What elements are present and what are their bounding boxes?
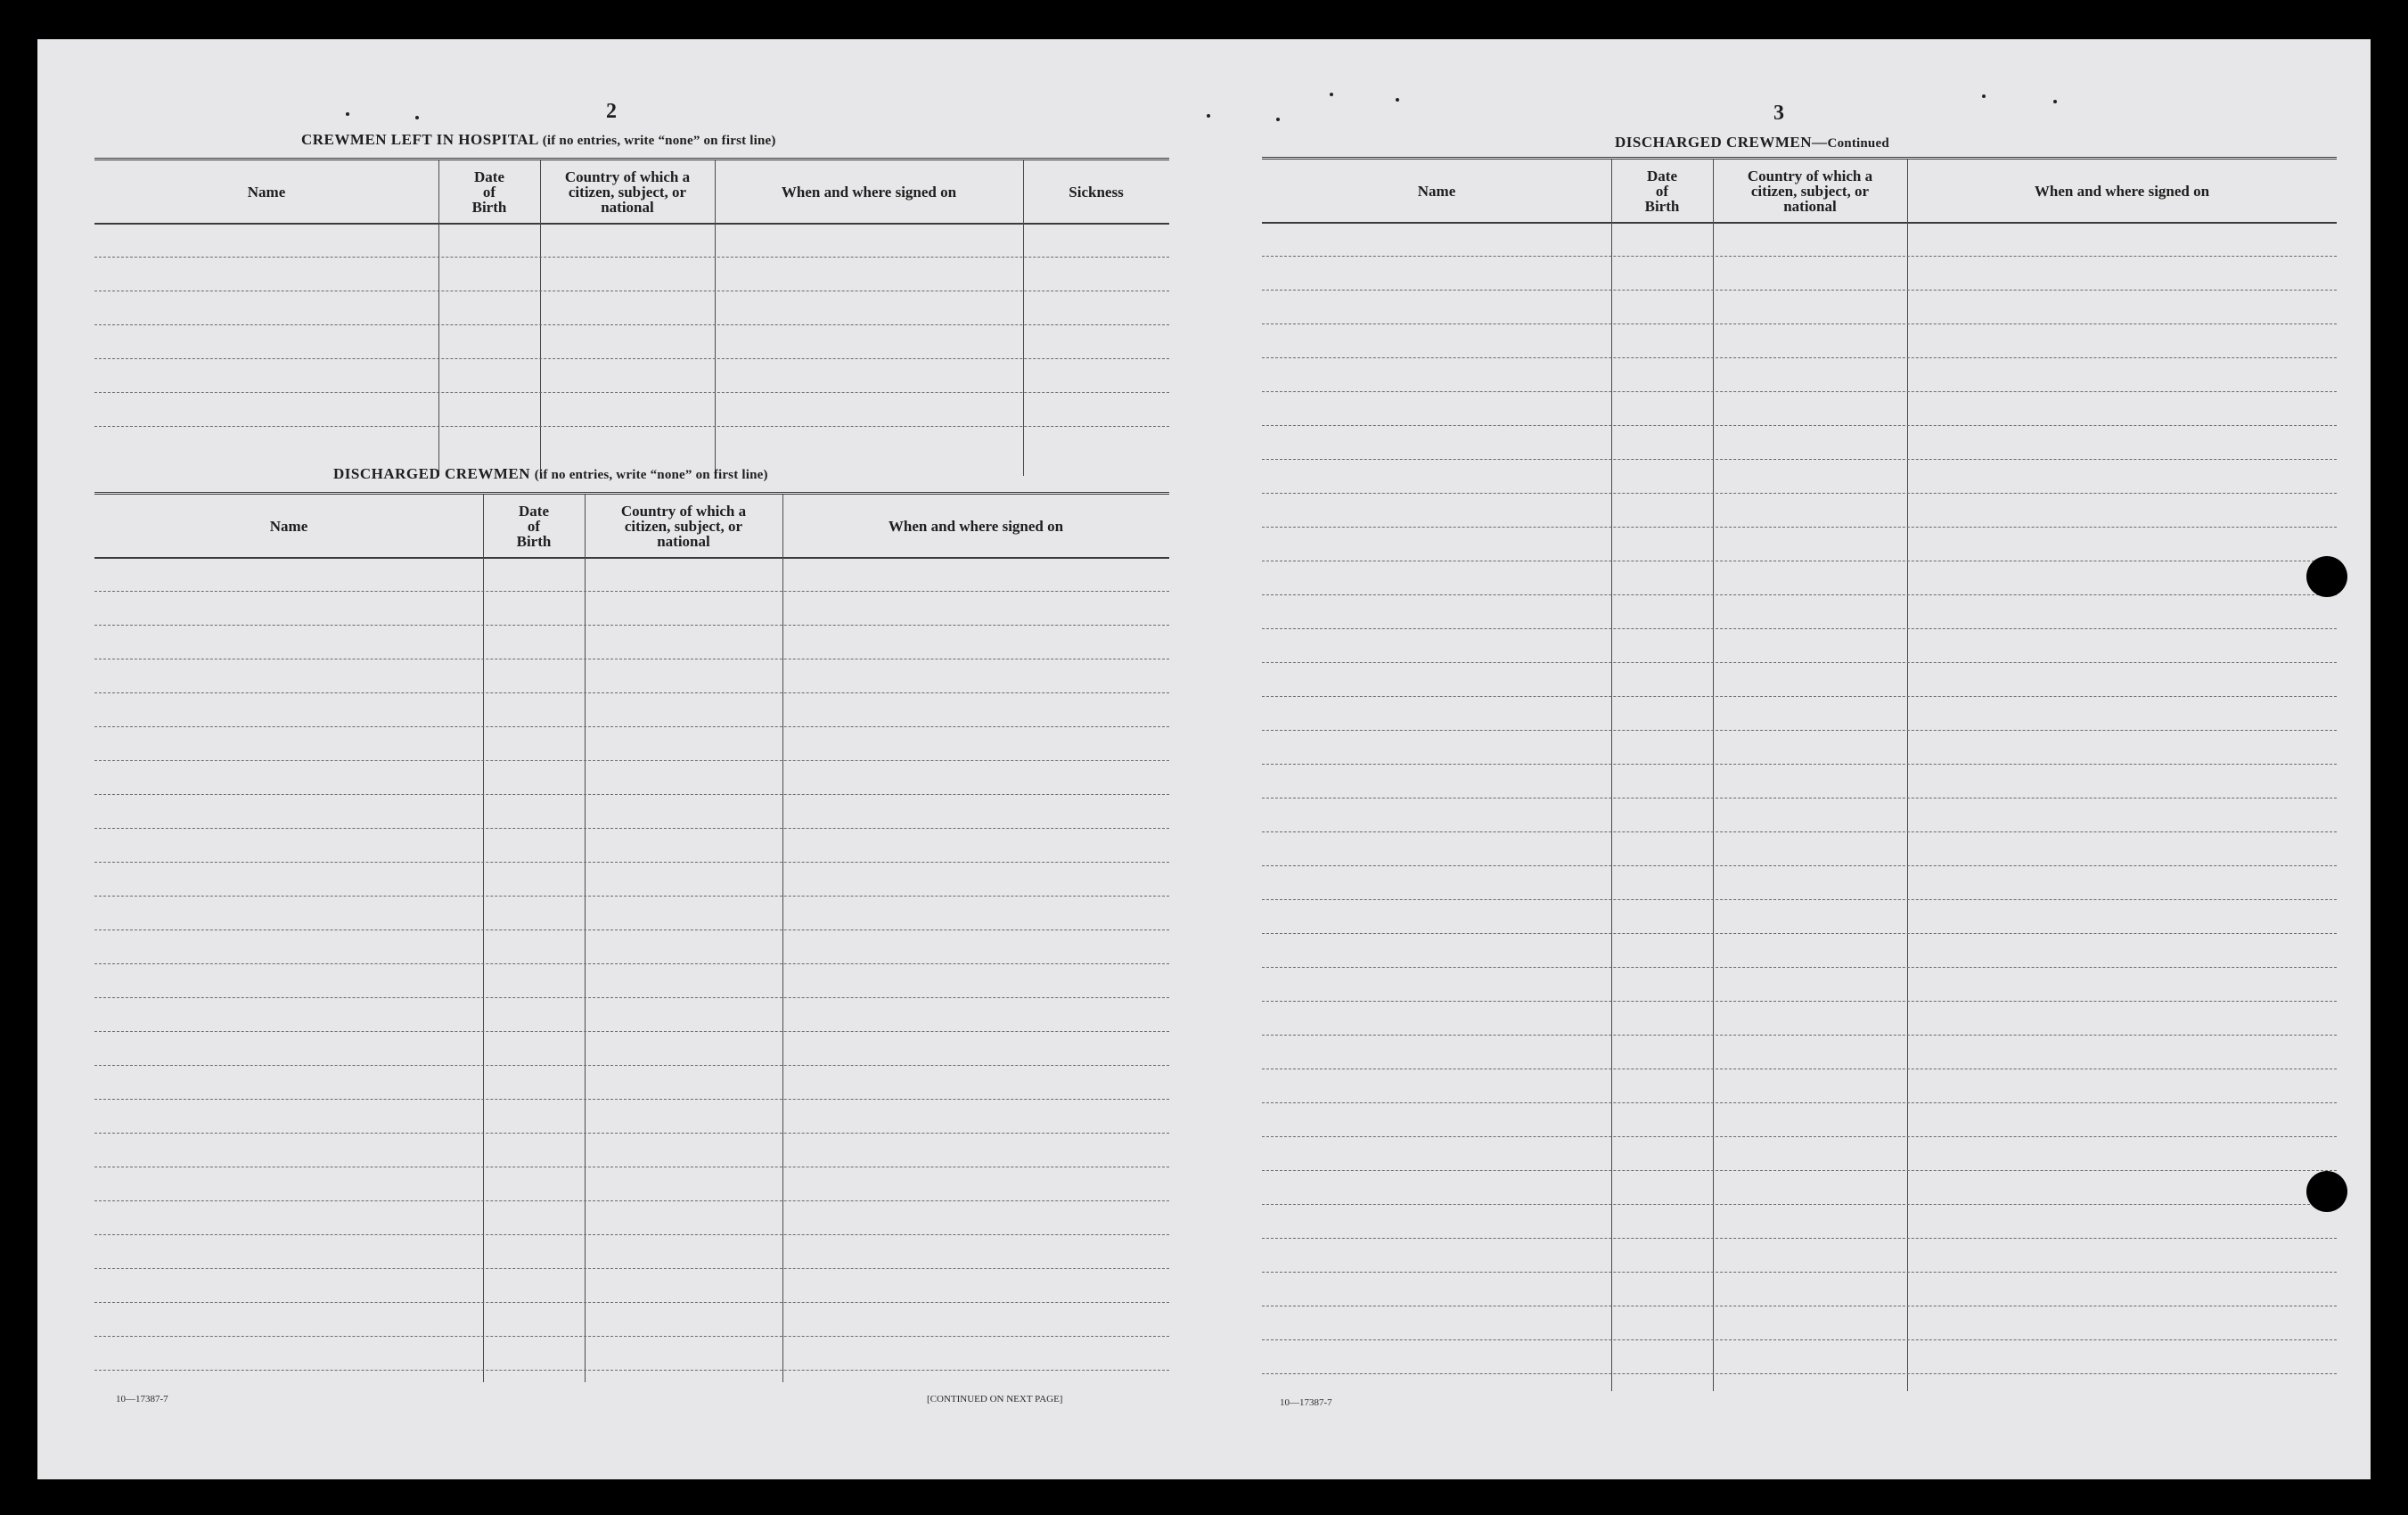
table-row [94, 1099, 1169, 1100]
hospital-section-title [301, 131, 776, 149]
table-row [94, 760, 1169, 761]
table-row [1262, 1238, 2337, 1239]
table-row [94, 1370, 1169, 1371]
table-row [94, 1065, 1169, 1066]
table-row [94, 1031, 1169, 1032]
column-divider [483, 495, 484, 1382]
table-row [94, 324, 1169, 325]
column-divider [585, 495, 586, 1382]
discharged-table [94, 492, 1169, 1382]
column-header [94, 160, 438, 223]
column-header [782, 495, 1169, 557]
column-divider [1611, 160, 1612, 1391]
table-row [94, 929, 1169, 930]
column-divider [782, 495, 783, 1382]
table-row [1262, 696, 2337, 697]
punch-hole-top [2306, 556, 2347, 597]
scan-speck [346, 112, 349, 116]
scan-speck [2053, 100, 2057, 103]
column-divider [438, 160, 439, 476]
table-header-row [1262, 160, 2337, 224]
table-row [94, 1268, 1169, 1269]
table-row [1262, 323, 2337, 324]
column-header [585, 495, 782, 557]
discharged-section-title [333, 465, 768, 483]
table-row [94, 358, 1169, 359]
column-header [483, 495, 585, 557]
column-divider [715, 160, 716, 476]
table-row [1262, 256, 2337, 257]
column-header-label: Country of which a citizen, subject, or national [1747, 167, 1873, 215]
discharged-title-text: DISCHARGED CREWMEN [333, 465, 531, 482]
table-row [1262, 1102, 2337, 1103]
discharged-continued-table [1262, 157, 2337, 1391]
column-header [1611, 160, 1713, 222]
table-row [1262, 1001, 2337, 1002]
table-row [94, 1302, 1169, 1303]
table-row [1262, 357, 2337, 358]
table-row [94, 726, 1169, 727]
column-header [1713, 160, 1907, 222]
table-row [94, 591, 1169, 592]
table-row [1262, 1136, 2337, 1137]
table-row [94, 692, 1169, 693]
column-header-label: Name [247, 183, 286, 201]
column-header-label: When and where signed on [781, 183, 957, 201]
table-row [1262, 290, 2337, 291]
table-row [1262, 527, 2337, 528]
table-row [1262, 594, 2337, 595]
scan-speck [1276, 118, 1280, 121]
table-row [1262, 493, 2337, 494]
table-row [1262, 1272, 2337, 1273]
table-row [1262, 730, 2337, 731]
table-row [94, 1200, 1169, 1201]
page-number-left: 2 [606, 100, 617, 123]
form-code-right: 10—17387-7 [1280, 1397, 1332, 1408]
discharged-continued-title [1615, 134, 1889, 152]
discharged-title-note: (if no entries, write “none” on first line) [534, 468, 768, 482]
discharged-continued-suffix: Continued [1827, 136, 1889, 151]
table-row [94, 257, 1169, 258]
table-row [1262, 459, 2337, 460]
scan-speck [1396, 98, 1399, 102]
column-header-label: When and where signed on [2034, 182, 2210, 200]
table-row [94, 997, 1169, 998]
table-row [1262, 1204, 2337, 1205]
table-row [1262, 933, 2337, 934]
column-divider [1713, 160, 1714, 1391]
table-row [94, 1336, 1169, 1337]
page-number-right: 3 [1773, 102, 1784, 125]
table-row [1262, 899, 2337, 900]
punch-hole-bottom [2306, 1171, 2347, 1212]
column-header [715, 160, 1023, 223]
table-row [94, 963, 1169, 964]
column-header-label: Date of Birth [516, 502, 552, 550]
hospital-table [94, 158, 1169, 476]
table-header-row [94, 495, 1169, 559]
column-header [1023, 160, 1169, 223]
table-row [1262, 425, 2337, 426]
hospital-title-text: CREWMEN LEFT IN HOSPITAL [301, 131, 538, 148]
column-header [94, 495, 483, 557]
table-row [94, 794, 1169, 795]
column-header [1907, 160, 2337, 222]
table-row [94, 896, 1169, 897]
column-header [1262, 160, 1611, 222]
discharged-continued-text: DISCHARGED CREWMEN— [1615, 134, 1828, 151]
column-header-label: Date of Birth [471, 168, 507, 216]
column-divider [1023, 160, 1024, 476]
table-row [1262, 865, 2337, 866]
table-row [1262, 967, 2337, 968]
column-divider [540, 160, 541, 476]
table-row [94, 625, 1169, 626]
form-code-left: 10—17387-7 [116, 1394, 168, 1404]
scan-speck [1330, 93, 1333, 96]
table-row [1262, 1035, 2337, 1036]
column-header [540, 160, 715, 223]
column-header-label: Date of Birth [1644, 167, 1680, 215]
scan-speck [1982, 94, 1986, 98]
column-header-label: Name [269, 517, 308, 535]
table-row [94, 862, 1169, 863]
table-row [94, 1234, 1169, 1235]
column-header-label: Sickness [1069, 183, 1124, 201]
column-header-label: Country of which a citizen, subject, or national [564, 168, 691, 216]
table-row [94, 1133, 1169, 1134]
column-divider [1907, 160, 1908, 1391]
scan-speck [415, 116, 419, 119]
table-row [94, 426, 1169, 427]
scan-speck [1207, 114, 1210, 118]
hospital-title-note: (if no entries, write “none” on first line) [542, 134, 776, 148]
table-row [1262, 764, 2337, 765]
table-row [94, 392, 1169, 393]
column-header [438, 160, 540, 223]
table-row [1262, 1373, 2337, 1374]
table-row [1262, 1339, 2337, 1340]
column-header-label: Country of which a citizen, subject, or national [620, 502, 747, 550]
column-header-label: Name [1417, 182, 1456, 200]
continued-note: [CONTINUED ON NEXT PAGE] [927, 1394, 1063, 1404]
table-row [1262, 662, 2337, 663]
table-row [1262, 628, 2337, 629]
column-header-label: When and where signed on [888, 517, 1064, 535]
document-sheet [37, 39, 2371, 1479]
table-row [1262, 391, 2337, 392]
table-row [1262, 1170, 2337, 1171]
table-header-row [94, 160, 1169, 225]
table-row [1262, 831, 2337, 832]
table-row [94, 828, 1169, 829]
